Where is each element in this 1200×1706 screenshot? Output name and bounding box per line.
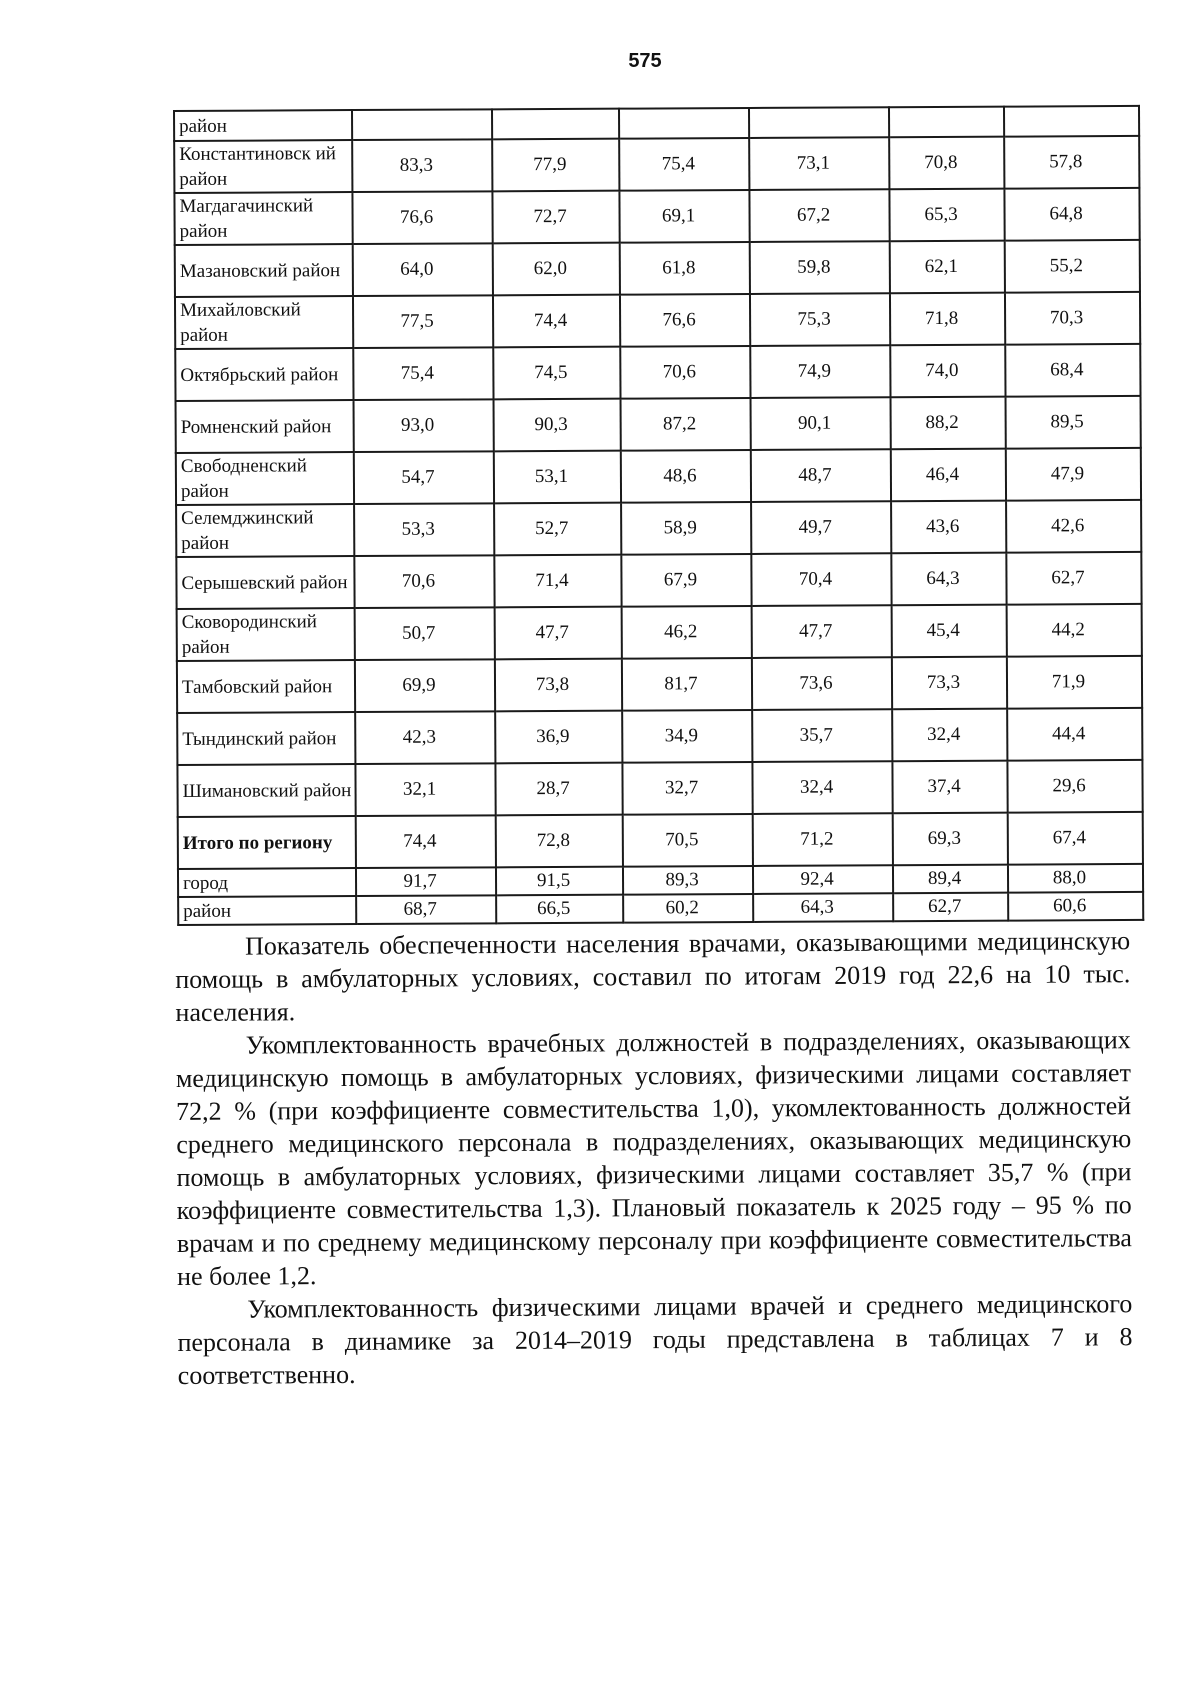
table-cell: 62,7 [893, 893, 1008, 922]
table-cell [1004, 106, 1139, 137]
table-row [177, 708, 1142, 765]
table-cell: 81,7 [622, 658, 752, 711]
table-cell: 92,4 [753, 865, 893, 894]
table-cell: 73,3 [892, 657, 1007, 710]
table-row [174, 188, 1139, 245]
table-cell: 52,7 [494, 503, 621, 556]
table-cell: 88,0 [1008, 864, 1143, 893]
table-cell: 42,3 [355, 711, 495, 764]
table-row-total [178, 812, 1143, 869]
table-cell: 50,7 [355, 607, 495, 660]
row-name: Сковородинский район [177, 608, 355, 661]
table-cell: 75,4 [353, 347, 493, 400]
row-name: Тындинский район [177, 712, 355, 765]
table-cell: 47,7 [495, 607, 622, 660]
table-cell: 32,7 [622, 762, 752, 815]
table-cell: 44,2 [1007, 604, 1142, 657]
row-name: Шимановский район [177, 764, 355, 817]
table-cell: 45,4 [892, 605, 1007, 658]
table-cell: 64,3 [753, 893, 893, 922]
table-cell: 69,3 [893, 813, 1008, 866]
table-cell: 54,7 [354, 451, 494, 504]
page-number: 575 [628, 50, 662, 72]
table-row [175, 344, 1140, 401]
table-cell: 46,4 [891, 449, 1006, 502]
table-cell: 83,3 [352, 139, 492, 192]
table-row [177, 656, 1142, 713]
table-cell: 62,0 [493, 243, 620, 296]
table-row [177, 604, 1142, 661]
row-name: Тамбовский район [177, 660, 355, 713]
table-cell: 73,1 [749, 137, 889, 190]
table-cell: 29,6 [1007, 760, 1142, 813]
table-cell: 72,7 [492, 191, 619, 244]
table-cell: 89,3 [623, 866, 753, 895]
row-name: город [178, 868, 356, 897]
table-row [177, 760, 1142, 817]
table-row [175, 240, 1140, 297]
table-cell: 48,6 [621, 450, 751, 503]
table-cell: 67,9 [621, 554, 751, 607]
table-cell: 76,6 [352, 191, 492, 244]
table-cell: 68,4 [1005, 344, 1140, 397]
table-cell: 70,4 [751, 553, 891, 606]
paragraph-1: Показатель обеспеченности населения врачами, оказывающими медицинскую помощь в амбулаторных условиях, составил по итогам 2019 год 22,6 на 10 тыс. населения. [175, 926, 1131, 1027]
table-cell: 74,5 [493, 347, 620, 400]
table-cell: 53,3 [354, 503, 494, 556]
table-cell: 37,4 [892, 761, 1007, 814]
table-cell [889, 107, 1004, 138]
table-cell: 74,4 [493, 295, 620, 348]
row-name: Михайловский район [175, 296, 353, 349]
table-cell: 66,5 [496, 895, 623, 924]
row-name: Итого по региону [178, 816, 356, 869]
row-name: район [174, 110, 352, 141]
table-cell: 62,7 [1006, 552, 1141, 605]
table-cell: 70,3 [1005, 292, 1140, 345]
row-name: Селемджинский район [176, 504, 354, 557]
table-cell: 67,4 [1008, 812, 1143, 865]
table-cell: 61,8 [620, 242, 750, 295]
table-cell: 53,1 [494, 451, 621, 504]
table-cell: 75,3 [750, 293, 890, 346]
table-cell: 90,3 [494, 399, 621, 452]
table-cell: 44,4 [1007, 708, 1142, 761]
table-cell: 35,7 [752, 709, 892, 762]
table-cell: 73,8 [495, 659, 622, 712]
table-cell: 71,4 [494, 555, 621, 608]
data-table [173, 105, 1144, 926]
table-cell: 48,7 [751, 449, 891, 502]
body-text [175, 924, 1133, 1392]
paragraph-2: Укомплектованность врачебных должностей в подразделениях, оказывающих медицинскую помощь в амбулаторных условиях, физическими лицами составляет 72,2 % (при коэффициенте совместительства 1,0), укомлектованность должностей среднего медицинского персонала в подразделениях, оказывающих медицинскую помощь в амбулаторных условиях, физическими лицами составляет 35,7 % (при коэффициенте совместительства 1,3). Плановый показатель к 2025 году – 95 % по врачам и по среднему медицинскому персоналу при коэффициенте совместительства не более 1,2. [175, 1025, 1132, 1291]
table-cell: 32,1 [355, 763, 495, 816]
table-cell: 32,4 [892, 709, 1007, 762]
table-cell: 70,5 [623, 814, 753, 867]
table-row [175, 292, 1140, 349]
table-cell: 59,8 [750, 241, 890, 294]
table-cell [352, 109, 492, 140]
table-cell: 91,5 [496, 867, 623, 896]
table-cell: 89,5 [1006, 396, 1141, 449]
table-cell [749, 107, 889, 138]
table-cell: 93,0 [354, 399, 494, 452]
table-cell: 76,6 [620, 294, 750, 347]
row-name: Мазановский район [175, 244, 353, 297]
table-cell: 60,6 [1008, 892, 1143, 921]
table-cell: 62,1 [890, 241, 1005, 294]
table-cell: 77,9 [492, 139, 619, 192]
table-row-district [178, 892, 1143, 925]
row-name: Ромненский район [176, 400, 354, 453]
table-cell: 90,1 [751, 397, 891, 450]
table-cell: 73,6 [752, 657, 892, 710]
table-cell: 58,9 [621, 502, 751, 555]
table-cell: 72,8 [496, 815, 623, 868]
table-cell: 71,8 [890, 293, 1005, 346]
table-cell: 46,2 [622, 606, 752, 659]
table-cell [492, 109, 619, 140]
table-row [176, 396, 1141, 453]
table-cell: 91,7 [356, 867, 496, 896]
table-cell: 75,4 [619, 138, 749, 191]
table-cell: 87,2 [621, 398, 751, 451]
table-cell: 60,2 [623, 894, 753, 923]
table-cell: 74,0 [890, 345, 1005, 398]
table-cell: 71,9 [1007, 656, 1142, 709]
table-row [176, 552, 1141, 609]
table-cell: 67,2 [749, 189, 889, 242]
table-row [174, 136, 1139, 193]
row-name: Серышевский район [176, 556, 354, 609]
table-cell: 89,4 [893, 865, 1008, 894]
row-name: Магдагачинский район [174, 192, 352, 245]
table-cell: 49,7 [751, 501, 891, 554]
table-cell: 70,6 [354, 555, 494, 608]
table-cell: 55,2 [1005, 240, 1140, 293]
table-cell: 69,9 [355, 659, 495, 712]
table-cell: 43,6 [891, 501, 1006, 554]
table-row [176, 448, 1141, 505]
table-cell: 32,4 [752, 761, 892, 814]
table-cell: 42,6 [1006, 500, 1141, 553]
table-cell [619, 108, 749, 139]
table-cell: 64,3 [891, 553, 1006, 606]
table-cell: 57,8 [1004, 136, 1139, 189]
paragraph-3: Укомплектованность физическими лицами врачей и среднего медицинского персонала в динамике за 2014–2019 годы представлена в таблицах 7 и 8 соответственно. [177, 1289, 1133, 1390]
row-name: Константиновск ий район [174, 140, 352, 193]
table-cell: 65,3 [889, 189, 1004, 242]
table-cell: 47,7 [752, 605, 892, 658]
row-name: Октябрьский район [175, 348, 353, 401]
table-cell: 47,9 [1006, 448, 1141, 501]
row-name: Свободненский район [176, 452, 354, 505]
table-cell: 28,7 [495, 763, 622, 816]
table-cell: 64,0 [353, 243, 493, 296]
table-cell: 69,1 [619, 190, 749, 243]
table-cell: 88,2 [891, 397, 1006, 450]
table-cell: 64,8 [1004, 188, 1139, 241]
table-cell: 70,6 [620, 346, 750, 399]
table-cell: 36,9 [495, 711, 622, 764]
table-cell: 70,8 [889, 137, 1004, 190]
table-cell: 74,4 [356, 815, 496, 868]
table-cell: 71,2 [753, 813, 893, 866]
table-cell: 68,7 [356, 895, 496, 924]
table-row [176, 500, 1141, 557]
table-cell: 34,9 [622, 710, 752, 763]
row-name: район [178, 896, 356, 925]
table-cell: 77,5 [353, 295, 493, 348]
table-cell: 74,9 [750, 345, 890, 398]
